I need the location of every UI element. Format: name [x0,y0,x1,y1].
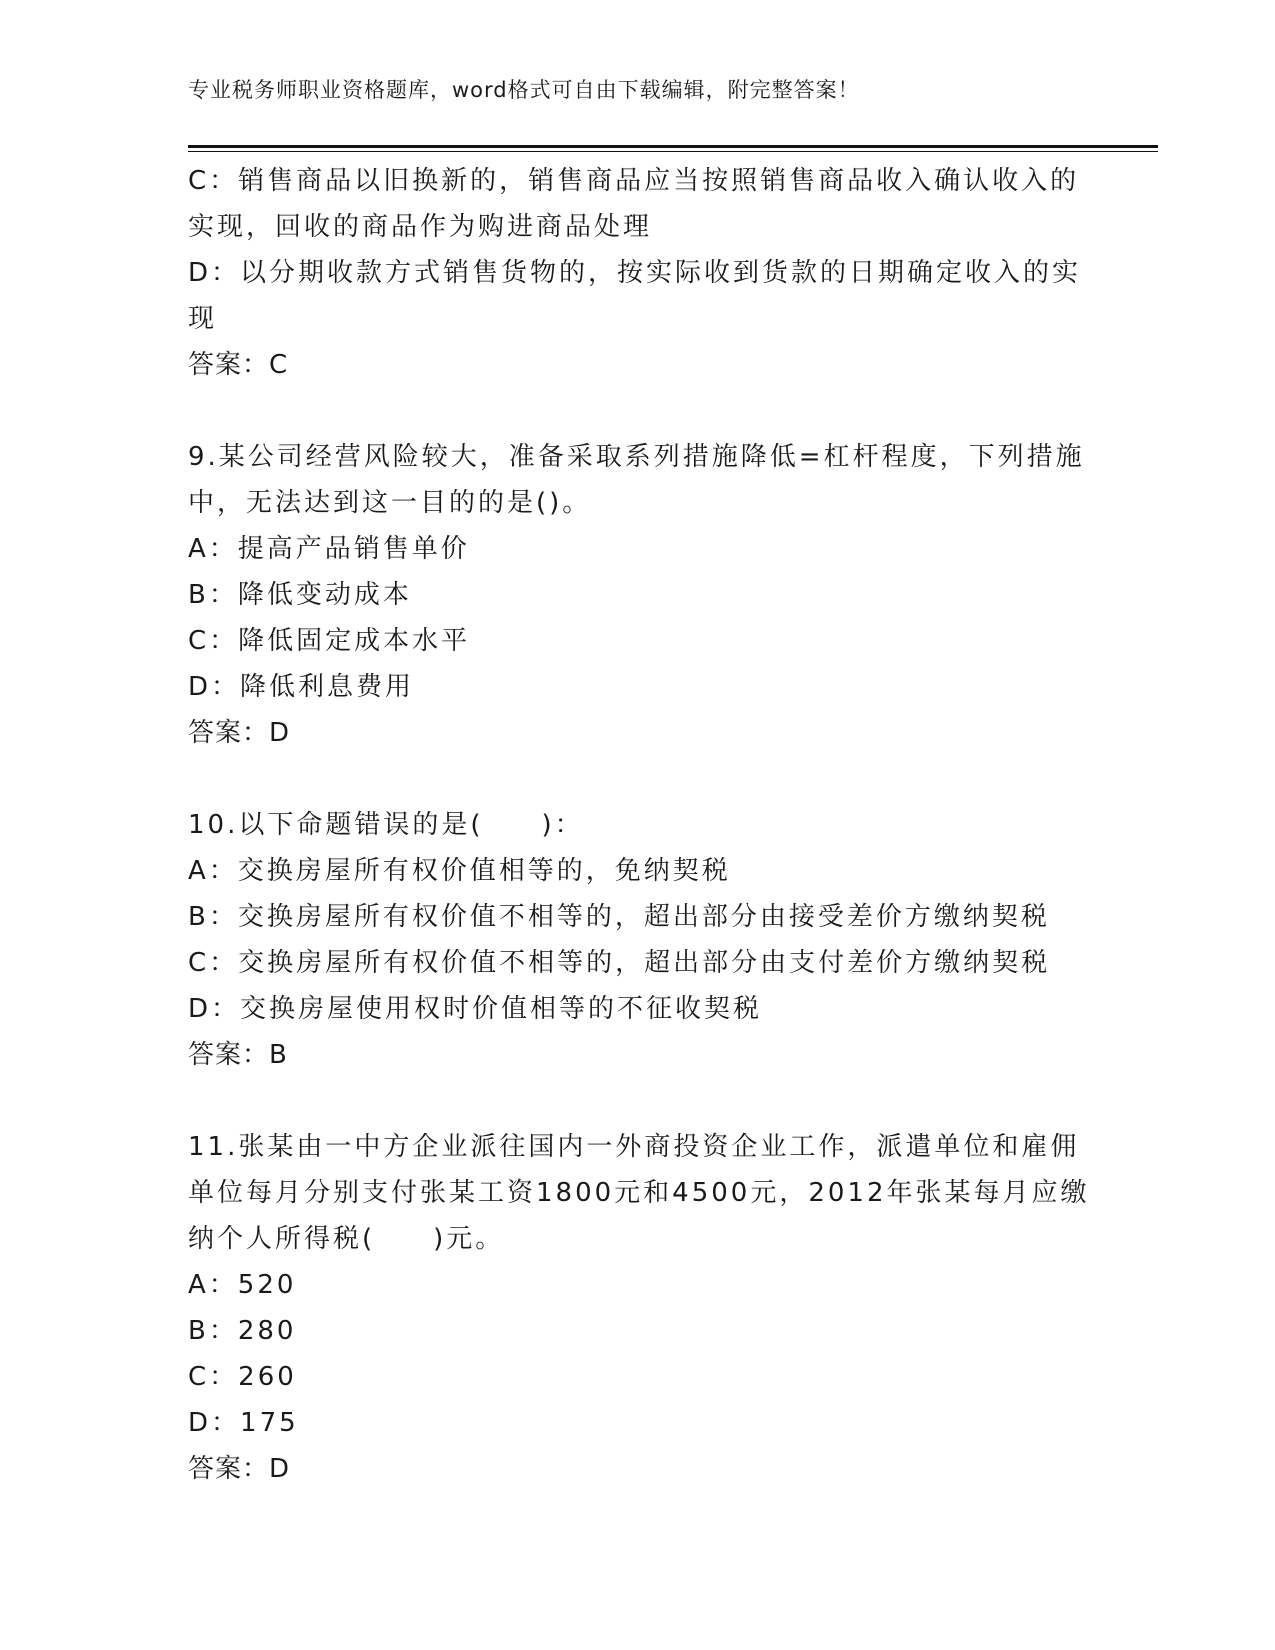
question-9-stem-line-1: 9.某公司经营风险较大，准备采取系列措施降低=杠杆程度，下列措施 [188,442,1085,472]
question-9-stem-line-2: 中，无法达到这一目的的是()。 [188,488,592,518]
question-10-option-d: D：交换房屋使用权时价值相等的不征收契税 [188,994,763,1024]
header-note: 专业税务师职业资格题库，word格式可自由下载编辑，附完整答案！ [188,78,860,102]
option-d-line-2: 现 [188,304,218,334]
spacer [188,388,1088,434]
question-10-option-b: B：交换房屋所有权价值不相等的，超出部分由接受差价方缴纳契税 [188,902,1050,932]
answer-8: 答案：C [188,350,289,380]
question-11-option-d: D：175 [188,1408,299,1438]
question-11-option-b: B：280 [188,1316,297,1346]
question-10-option-a: A：交换房屋所有权价值相等的，免纳契税 [188,856,731,886]
question-11-option-c: C：260 [188,1362,297,1392]
question-8 [188,158,1088,388]
question-11-stem-line-2: 单位每月分别支付张某工资1800元和4500元，2012年张某每月应缴 [188,1178,1090,1208]
question-11 [188,1124,1088,1492]
question-11-stem-line-1: 11.张某由一中方企业派往国内一外商投资企业工作，派遣单位和雇佣 [188,1132,1080,1162]
question-9-option-d: D：降低利息费用 [188,672,415,702]
option-c-line-1: C：销售商品以旧换新的，销售商品应当按照销售商品收入确认收入的 [188,166,1080,196]
spacer [188,1078,1088,1124]
answer-9: 答案：D [188,718,291,748]
question-9-option-c: C：降低固定成本水平 [188,626,471,656]
header-rule-thick [188,145,1158,148]
option-c-line-2: 实现，回收的商品作为购进商品处理 [188,212,653,242]
spacer [188,756,1088,802]
answer-10: 答案：B [188,1040,288,1070]
question-10 [188,802,1088,1078]
question-10-stem-line-1: 10.以下命题错误的是( )： [188,810,584,840]
question-10-option-c: C：交换房屋所有权价值不相等的，超出部分由支付差价方缴纳契税 [188,948,1051,978]
question-9-option-a: A：提高产品销售单价 [188,534,470,564]
header-rule-thin [188,151,1158,152]
question-content [188,158,1088,1492]
answer-11: 答案：D [188,1454,291,1484]
option-d-line-1: D：以分期收款方式销售货物的，按实际收到货款的日期确定收入的实 [188,258,1082,288]
question-9 [188,434,1088,756]
question-11-option-a: A：520 [188,1270,297,1300]
question-9-option-b: B：降低变动成本 [188,580,412,610]
question-11-stem-line-3: 纳个人所得税( )元。 [188,1224,505,1254]
